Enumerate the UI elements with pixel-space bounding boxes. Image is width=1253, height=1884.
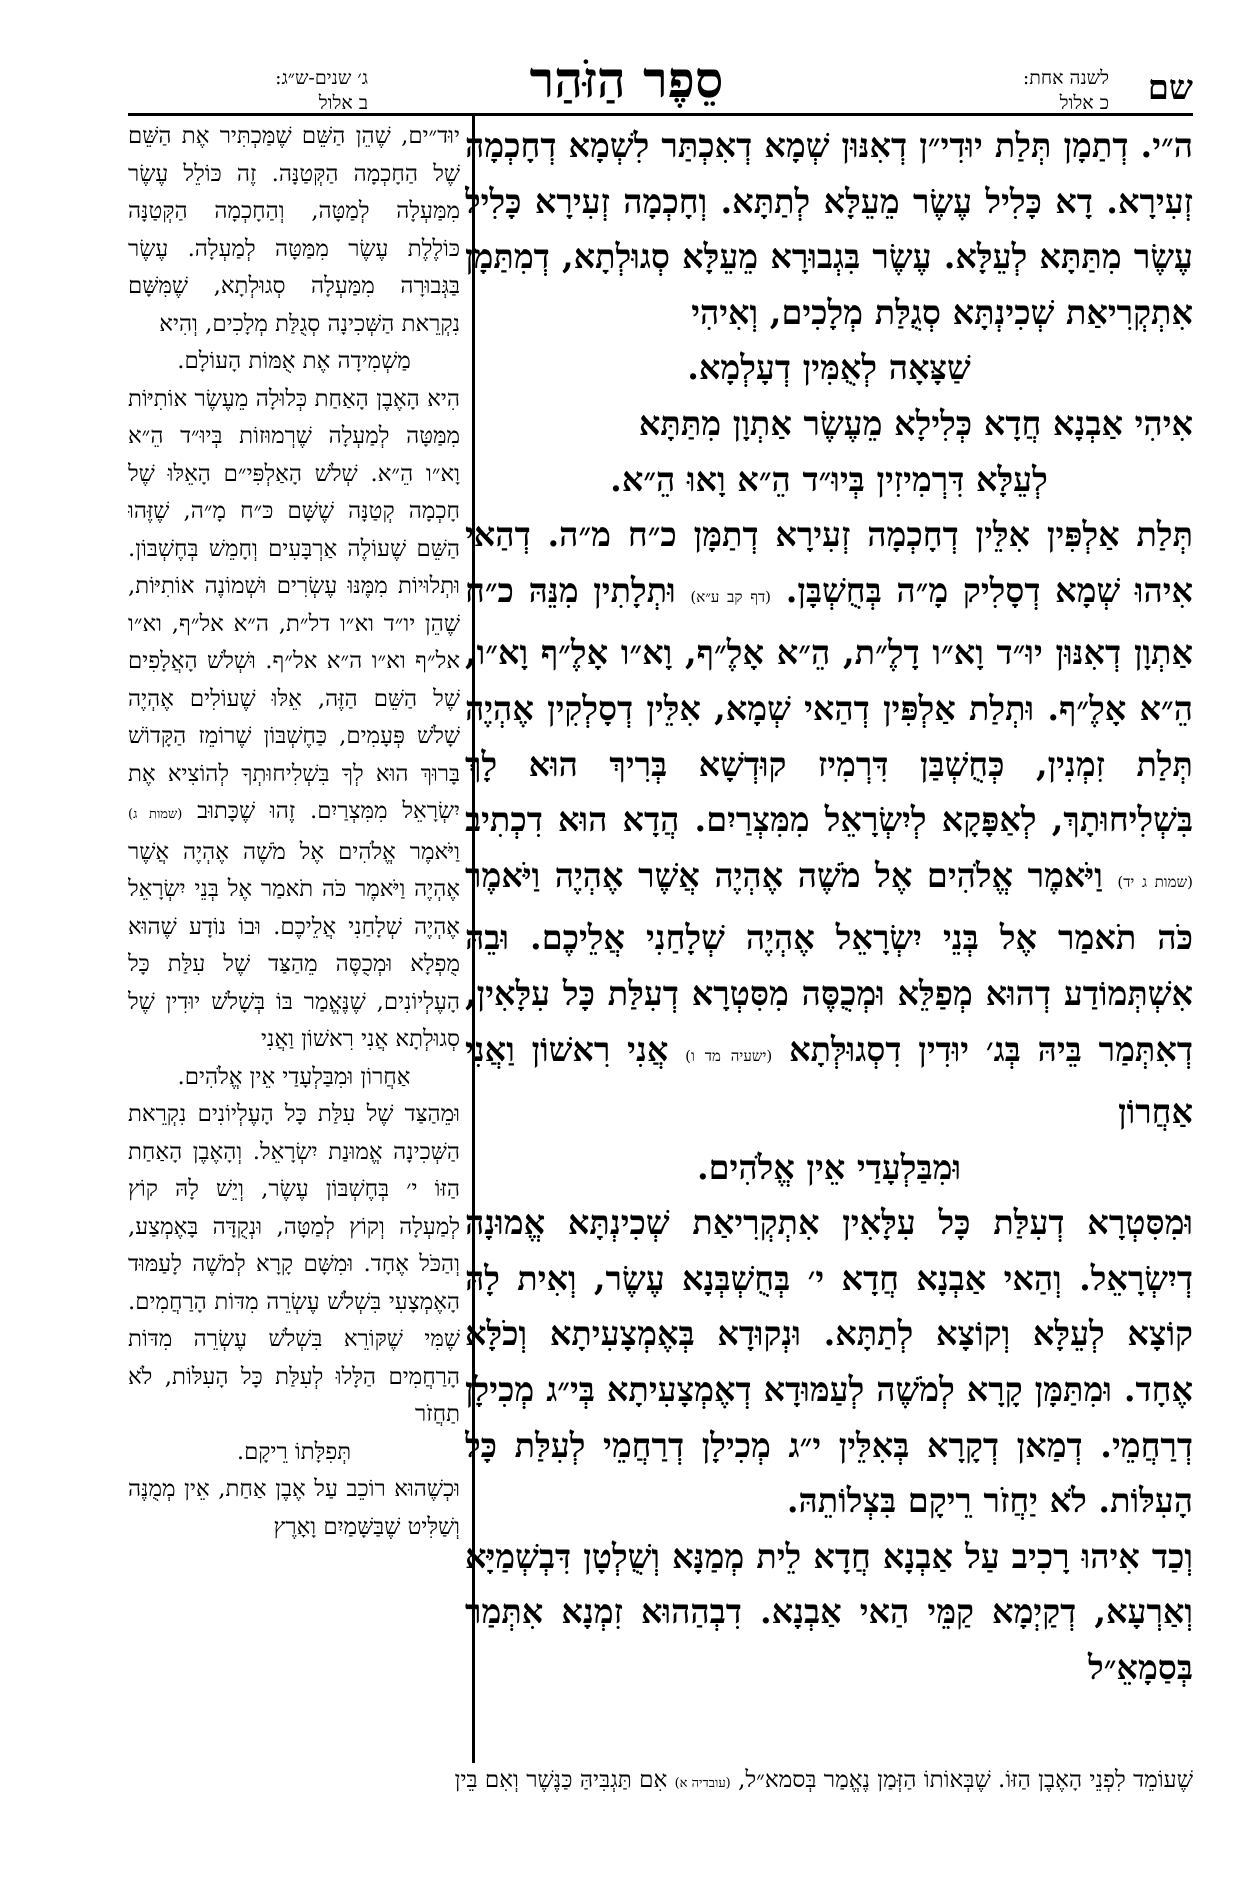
main-paragraph-1-end: שַׁצָּאָה לְאֻמִּין דְעָלְמָא. [687,348,971,388]
bottom-continuation-line [128,1764,1193,1800]
page-reference: (דף קב ע״א) [690,587,772,606]
comm-paragraph-2 [128,381,460,1059]
comm-paragraph-2-end: אַחֲרוֹן וּמִבַּלְעָדַי אֵין אֱלֹהִים. [177,1063,411,1090]
main-paragraph-3 [465,507,1193,1140]
bottom-text-a: שֶׁעוֹמֵד לִפְנֵי הָאֶבֶן הַזּוֹ. שֶׁבְּאוֹתוֹ הַזְּמַן נֶאֱמַר בְּסמא״ל, [738,1767,1193,1793]
comm-paragraph-1: יוּד״ים, שֶׁהֵן הַשֵּׁם שֶׁמַּכְתִּיר אֶת הַשֵּׁם שֶׁל הַחָכְמָה הַקְּטַנָּה. זֶה כּוֹלֵל עֶשֶׂר מִמַּעְלָה לְמַטָּה, וְהַחָכְמָה הַקְּטַנָּה כּוֹלֶלֶת עֶשֶׂר מִמַּטָּה לְמַעְלָה. עֶשֶׂר בַּגְּבוּרָה מִמַּעְלָה סְגוּלְתָא, שֶׁמִּשָּׁם נִקְרֵאת הַשְּׁכִינָה סְגֻלַּת מְלָכִים, וְהִיא [128,123,460,337]
comm-paragraph-3-end: תְּפִלָּתוֹ רֵיקָם. [236,1438,352,1465]
comm-paragraph-3: וּמֵהַצַּד שֶׁל עִלַּת כָּל הָעֶלְיוֹנִים נִקְרֵאת הַשְּׁכִינָה אֱמוּנַת יִשְׂרָאֵל. וְהָאֶבֶן הָאַחַת הַזּוֹ י׳ בְּחֶשְׁבּוֹן עֶשֶׂר, וְיֵשׁ לָהּ קוֹץ לְמַעְלָה וְקוֹץ לְמַטָּה, וּנְקֻדָּה בָּאֶמְצַע, וְהַכֹּל אֶחָד. וּמִשָּׁם קָרָא לְמֹשֶׁה לָעַמּוּד הָאֶמְצָעִי בִּשְׁלֹשׁ עֶשְׂרֵה מִדּוֹת הָרַחֲמִים. שֶׁמִּי שֶׁקּוֹרֵא בִּשְׁלֹשׁ עֶשְׂרֵה מִדּוֹת הָרַחֲמִים הַלָּלוּ לְעִלַּת כָּל הָעִלּוֹת, לֹא תַחֲזֹר [128,1101,460,1427]
main-paragraph-5: וְכַד אִיהוּ רָכִיב עַל אַבְנָא חֲדָא לֵית מְמַנָּא וְשֻׁלְטָן דִּבְשְׁמַיָּא וְאַרְעָא, דְקַיְמָא קַמֵּי הַאי אַבְנָא. דִבְהַהוּא זִמְנָא אִתְּמַר בְּסַמָאֵ״ל [465,1536,1193,1688]
schedule-three-years-label: ג׳ שנים-ש״ג: [275,67,368,89]
page-label: שם [1147,68,1193,108]
comm-verse-reference: (שמות ג) [128,807,183,822]
main-paragraph-1: ה״י. דְתַמָן תְּלַת יוּדִי״ן דְאִנּוּן שְׁמָא דְאִכְתַּר לִשְׁמָא דְחָכְמָה זְעִירָא. דָא כָּלִיל עֶשֶׂר מֵעֵלָּא לְתַתָּא. וְחָכְמָה זְעִירָא כָּלִיל עֶשֶׂר מִתַּתָּא לְעֵלָּא. עֶשֶׂר בִּגְבוּרָא מֵעֵלָּא סְגוּלְתָא, דְמִתַּמָן אִתְקְרִיאַת שְׁכִינְתָּא סְגֻלַּת מְלָכִים, וְאִיהִי [465,126,1193,332]
comm-paragraph-2a: הִיא הָאֶבֶן הָאַחַת כְּלוּלָה מֵעֶשֶׂר אוֹתִיּוֹת מִמַּטָּה לְמַעְלָה שֶׁרְמוּזוֹת בְּיוּ״ד הֵ״א וָא״ו הֵ״א. שְׁלֹשׁ הָאַלְפִּי״ם הָאֵלּוּ שֶׁל חָכְמָה קְטַנָּה שֶׁשָּׁם כּ״ח מָ״ה, שֶׁזֶּהוּ הַשֵּׁם שֶׁעוֹלֶה אַרְבָּעִים וְחָמֵשׁ בְּחֶשְׁבּוֹן. וּתְלוּיוֹת מִמֶּנּוּ עֶשְׂרִים וּשְׁמוֹנֶה אוֹתִיּוֹת, שֶׁהֵן יו״ד וא״ו דל״ת, ה״א אל״ף, וא״ו אל״ף וא״ו ה״א אל״ף. וּשְׁלֹשׁ הָאֲלָפִים שֶׁל הַשֵּׁם הַזֶּה, אֵלּוּ שֶׁעוֹלִים אֶהְיֶה שָׁלֹשׁ פְּעָמִים, כַּחֶשְׁבּוֹן שֶׁרוֹמֵז הַקָּדוֹשׁ בָּרוּךְ הוּא לְךָ בִּשְׁלִיחוּתְךָ לְהוֹצִיא אֶת יִשְׂרָאֵל מִמִּצְרַיִם. זֶהוּ שֶׁכָּתוּב [128,385,460,824]
main-paragraph-2-end: לְעֵלָּא דִּרְמִיזִין בְּיוּ״ד הֵ״א וָאוּ הֵ״א. [610,459,1048,499]
hebrew-translation-text [128,118,460,1763]
schedule-one-year-label: לשנה אחת: [1022,67,1109,89]
main-paragraph-3d: אֲנִי רִאשׁוֹן וַאֲנִי אַחֲרוֹן [465,1029,1193,1132]
comm-paragraph-1-end: מַשְׁמִידָה אֶת אֻמּוֹת הָעוֹלָם. [177,348,411,374]
main-paragraph-3a: תְּלַת אַלְפִּין אִלֵּין דְחָכְמָה זְעִירָא דְתַמָּן כ״ח מ״ה. דְהַאי אִיהוּ שְׁמָא דְסָלִיק מָ״ה בְּחֻשְׁבָּן. [465,515,1193,610]
header-rule [128,113,1193,116]
main-paragraph-3c: וַיֹּאמֶר אֱלֹהִים אֶל מֹשֶׁה אֶהְיֶה אֲשֶׁר אֶהְיֶה וַיֹּאמֶר כֹּה תֹאמַר אֶל בְּנֵי יִשְׂרָאֵל אֶהְיֶה שְׁלָחַנִי אֲלֵיכֶם. וּבֵהּ אִשְׁתְּמוֹדַע דְהוּא מְפַלֵּא וּמְכֻסֶּה מִסִּטְרָא דְעִלַּת כָּל עִלָּאִין, דְאִתְּמַר בֵּיהּ בְּג׳ יוּדִין דִסְגוּלְּתָא [465,855,1193,1069]
schedule-one-year-date: כ אלול [1059,92,1109,114]
main-paragraph-2: אִיהִי אַבְנָא חֲדָא כְּלִילָא מֵעֶשֶׂר אַתְוָן מִתַּתָּא [638,403,1193,443]
verse-reference-shemot: (שמות ג יד) [1117,872,1193,891]
bottom-verse-reference: (עובדיה א) [674,1776,731,1791]
bottom-text-b: אִם תַּגְבִּיהַּ כַּנֶּשֶׁר וְאִם בֵּין [454,1767,668,1793]
verse-reference-yeshayahu: (ישעיה מד ו) [685,1046,773,1065]
zohar-main-text [465,118,1193,1763]
comm-paragraph-4: וּכְשֶׁהוּא רוֹכֵב עַל אֶבֶן אַחַת, אֵין מְמֻנֶּה וְשַׁלִּיט שֶׁבַּשָּׁמַיִם וָאָרֶץ [128,1476,460,1540]
book-title: סֵפֶר הַזֹּהַר [529,50,724,109]
comm-paragraph-2b: וַיֹּאמֶר אֱלֹהִים אֶל מֹשֶׁה אֶהְיֶה אֲשֶׁר אֶהְיֶה וַיֹּאמֶר כֹּה תֹאמַר אֶל בְּנֵי יִשְׂרָאֵל אֶהְיֶה שְׁלָחַנִי אֲלֵיכֶם. וּבוֹ נוֹדָע שֶׁהוּא מֻפְלָא וּמְכֻסֶּה מֵהַצַּד שֶׁל עִלַּת כָּל הָעֶלְיוֹנִים, שֶׁנֶּאֱמַר בּוֹ בְּשָׁלֹשׁ יוּדִין שֶׁל סְגוּלְתָא אֲנִי רִאשׁוֹן וַאֲנִי [128,838,460,1052]
main-paragraph-3b: וּתְלָתִין מִנֵּהּ כ״ח אַתְוָן דְאִנּוּן יוּ״ד וָא״ו דָלֶ״ת, הֵ״א אָלֶ״ף, וָא״ו אָלֶ״ף וָא״ו, הֵ״א אָלֶ״ף. וּתְלַת אַלְפִּין דְהַאי שְׁמָא, אִלֵּין דְסָלְקִין אֶהְיֶה תְּלַת זִמְנִין, כְּחֻשְׁבַּן דִּרְמִיז קוּדְשָׁא בְּרִיךְ הוּא לָךְ בִּשְׁלִיחוּתָךְ, לְאַפָּקָא לְיִשְׂרָאֵל מִמִּצְרַיִם. הֲדָא הוּא דִכְתִיב [465,570,1193,840]
schedule-three-years-date: ב אלול [318,92,368,114]
main-paragraph-3-end: וּמִבַּלְעָדַי אֵין אֱלֹהִים. [696,1147,962,1187]
schedule-three-years [128,66,368,116]
main-paragraph-4: וּמִסִּטְרָא דְעִלַּת כָּל עִלָּאִין אִתְקְרִיאַת שְׁכִינְתָּא אֱמוּנָה דְיִשְׂרָאֵל. וְהַאי אַבְנָא חֲדָא י׳ בְּחֻשְׁבְּנָא עֶשֶׂר, וְאִית לָהּ קוֹצָא לְעֵלָּא וְקוֹצָא לְתַתָּא. וּנְקוּדָא בְּאֶמְצָעִיתָא וְכֹלָּא אֶחָד. וּמִתַּמָּן קָרָא לְמֹשֶׁה לְעַמּוּדָא דְאֶמְצָעִיתָא בְּי״ג מְכִילָן דְרַחֲמֵי. דְמַאן דְקָרָא בְּאִלֵּין י״ג מְכִילָן דְרַחֲמֵי לְעִלַּת כָּל הָעִלּוֹת. לֹא יַחֲזֹר רֵיקָם בִּצְלוֹתֵהּ. [465,1203,1193,1521]
